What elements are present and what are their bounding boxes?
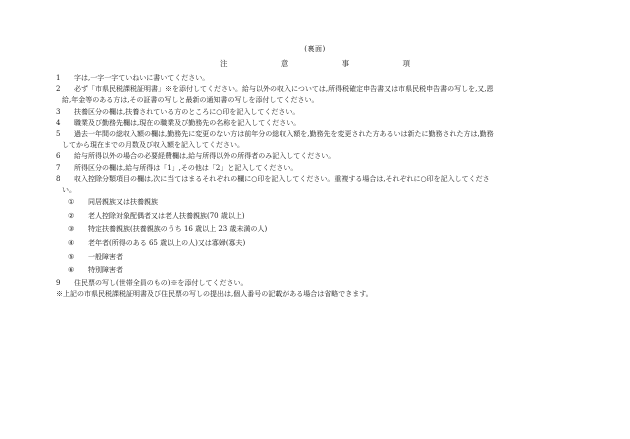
note-item-4 — [56, 118, 584, 129]
deduction-category-item — [68, 223, 584, 237]
note-item-9 — [56, 278, 584, 289]
category-text: 一般障害者 — [88, 252, 123, 261]
deduction-category-item — [68, 210, 584, 224]
heading-char-2: 意 — [280, 59, 289, 68]
category-text: 老人控除対象配偶者又は老人扶養親族(70 歳以上) — [88, 211, 245, 220]
note-text: 給与所得以外の場合の必要経費欄は,給与所得以外の所得者のみ記入してください。 — [74, 152, 336, 161]
note-item-8 — [56, 174, 584, 185]
note-number: 3 — [56, 107, 61, 116]
note-text: 職業及び勤務先欄は,現在の職業及び勤務先の名称を記入してください。 — [74, 118, 301, 127]
category-text: 同居親族又は扶養親族 — [88, 198, 158, 207]
note-number: 6 — [56, 152, 61, 161]
deduction-category-list — [56, 196, 584, 278]
deduction-category-item — [68, 264, 584, 278]
note-number: 9 — [56, 278, 61, 287]
note-continuation: 給,年金等のある方は,その証書の写しと最新の通知書の写しを添付してください。 — [62, 96, 319, 105]
note-item-5 — [56, 129, 584, 140]
category-number: ① — [68, 198, 75, 207]
note-number: 7 — [56, 163, 61, 172]
notes-heading — [220, 58, 410, 69]
category-number: ③ — [68, 225, 75, 234]
category-text: 老年者(所得のある 65 歳以上の人)又は寡婦(寡夫) — [88, 239, 246, 248]
note-number: 5 — [56, 130, 61, 139]
note-text: 住民票の写し(世帯全員のもの)※を添付してください。 — [74, 278, 248, 287]
category-number: ⑥ — [68, 266, 75, 275]
note-continuation: い。 — [62, 186, 76, 195]
heading-char-4: 項 — [402, 59, 410, 68]
note-text: 必ず「市県民税課税証明書」※を添付してください。給与以外の収入については,所得税確定申告書又は市県民税申告書の写しを,又,恩 — [74, 85, 494, 94]
heading-char-3: 事 — [341, 59, 350, 68]
note-text: 字は,一字一字ていねいに書いてください。 — [74, 74, 210, 82]
note-text: 過去一年間の総収入額の欄は,勤務先に変更のない方は前年分の総収入額を,勤務先を変更された方あるいは新たに勤務された方は,勤務 — [74, 130, 494, 139]
note-number: 4 — [56, 118, 61, 127]
heading-char-1: 注 — [220, 59, 228, 68]
deduction-category-item — [68, 196, 584, 210]
category-number: ② — [68, 211, 75, 220]
note-continuation: してから現在までの月数及び収入額を記入してください。 — [62, 141, 244, 150]
note-text: 所得区分の欄は,給与所得は「1」,その他は「2」と記入してください。 — [74, 163, 298, 172]
deduction-category-item — [68, 251, 584, 265]
note-item-1 — [56, 73, 584, 84]
note-number: 2 — [56, 85, 61, 94]
note-item-7 — [56, 163, 584, 174]
category-number: ⑤ — [68, 252, 75, 261]
footnote: ※上記の市県民税課税証明書及び住民票の写しの提出は,個人番号の記載がある場合は省略できます。 — [56, 290, 373, 298]
note-text: 扶養区分の欄は,扶養されている方のところに○印を記入してください。 — [74, 107, 300, 116]
category-number: ④ — [68, 239, 75, 248]
note-item-3 — [56, 107, 584, 118]
category-text: 特別障害者 — [88, 266, 123, 275]
note-item-6 — [56, 151, 584, 162]
note-number: 1 — [56, 74, 61, 82]
category-text: 特定扶養親族(扶養親族のうち 16 歳以上 23 歳未満の人) — [88, 225, 268, 234]
deduction-category-item — [68, 237, 584, 251]
note-item-2 — [56, 84, 584, 95]
note-text: 収入控除分類項目の欄は,次に当てはまるそれぞれの欄に○印を記入してください。重複する場合は,それぞれに○印を記入してくださ — [74, 174, 490, 183]
notes-list — [56, 73, 584, 300]
note-number: 8 — [56, 174, 61, 183]
reverse-side-label: (裏面) — [304, 45, 326, 53]
